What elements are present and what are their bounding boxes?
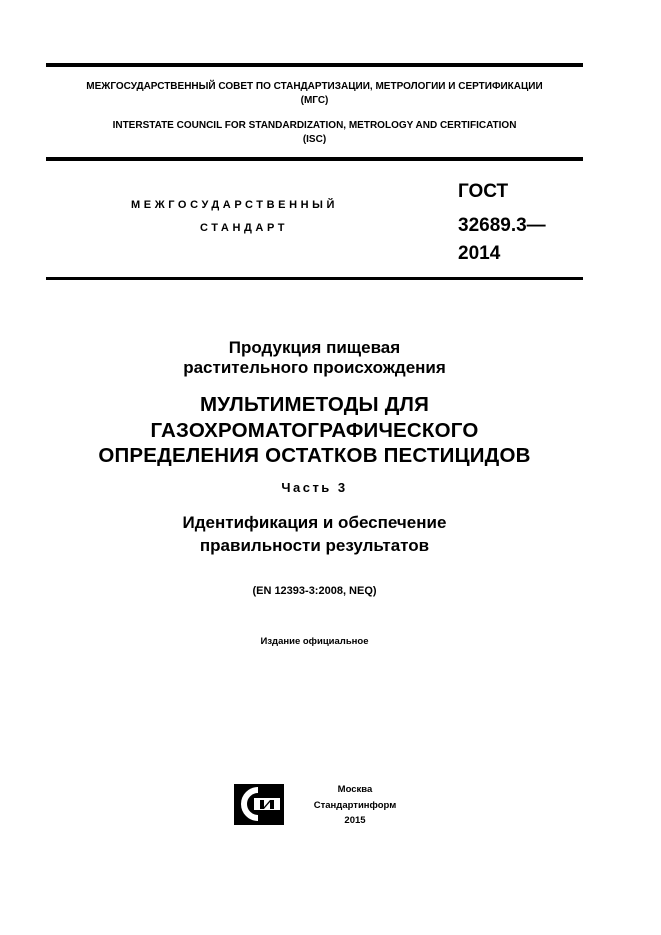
gost-year: 2014: [458, 243, 501, 264]
main-title-line2: ГАЗОХРОМАТОГРАФИЧЕСКОГО: [150, 419, 479, 442]
top-rule: [46, 63, 583, 67]
edition-label: Издание официальное: [260, 636, 369, 647]
council-en-line1: INTERSTATE COUNCIL FOR STANDARDIZATION, METROLOGY AND CERTIFICATION: [112, 120, 517, 131]
publisher-logo: [232, 782, 288, 828]
publisher-city: Москва: [337, 784, 373, 795]
council-ru-line1: МЕЖГОСУДАРСТВЕННЫЙ СОВЕТ ПО СТАНДАРТИЗАЦИИ, МЕТРОЛОГИИ И СЕРТИФИКАЦИИ: [86, 81, 543, 92]
council-en-line2: (ISC): [302, 134, 327, 145]
header-bottom-rule: [46, 157, 583, 161]
gost-number: 32689.3—: [458, 215, 546, 236]
designation-rule: [46, 277, 583, 280]
standard-type-line1: МЕЖГОСУДАРСТВЕННЫЙ: [131, 199, 339, 211]
main-title-line1: МУЛЬТИМЕТОДЫ ДЛЯ: [199, 393, 430, 416]
subtitle-line2: правильности результатов: [199, 536, 430, 555]
publisher-name: Стандартинформ: [313, 800, 397, 811]
title-line1: Продукция пищевая: [228, 338, 401, 357]
main-title-line3: ОПРЕДЕЛЕНИЯ ОСТАТКОВ ПЕСТИЦИДОВ: [98, 444, 531, 467]
reference: (EN 12393-3:2008, NEQ): [252, 585, 377, 597]
title-line2: растительного происхождения: [183, 358, 446, 377]
subtitle-line1: Идентификация и обеспечение: [182, 513, 447, 532]
council-ru-line2: (МГС): [300, 95, 329, 106]
part-label: Часть 3: [281, 480, 348, 495]
standard-type-line2: СТАНДАРТ: [200, 222, 289, 234]
publisher-year: 2015: [344, 815, 366, 826]
gost-label: ГОСТ: [458, 181, 509, 202]
